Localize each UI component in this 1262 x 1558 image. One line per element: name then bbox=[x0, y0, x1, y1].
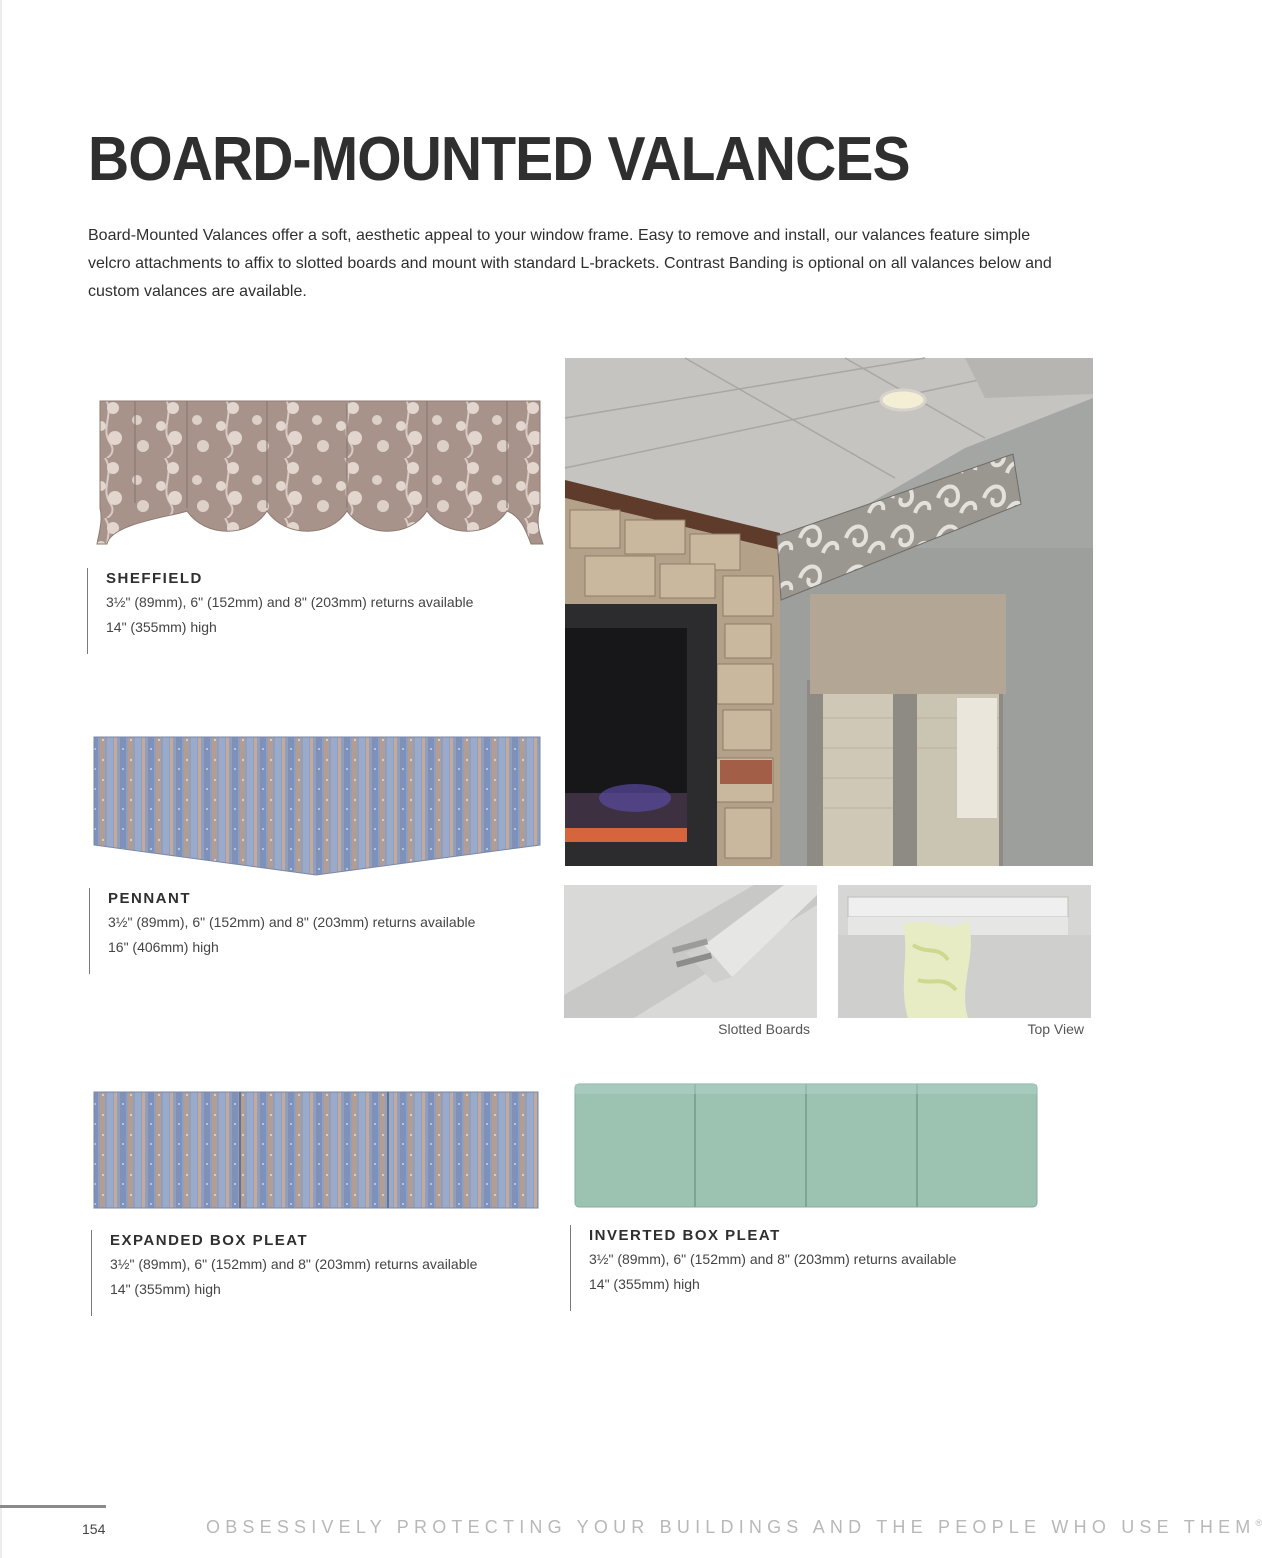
product-name: EXPANDED BOX PLEAT bbox=[110, 1232, 309, 1249]
product-name: PENNANT bbox=[108, 890, 192, 907]
page-title: BOARD-MOUNTED VALANCES bbox=[88, 125, 910, 194]
returns-text: 3½" (89mm), 6" (152mm) and 8" (203mm) returns available bbox=[108, 914, 476, 930]
pennant-spec bbox=[89, 888, 475, 974]
sheffield-valance-image bbox=[95, 398, 545, 548]
room-installation-photo bbox=[565, 358, 1093, 866]
returns-text: 3½" (89mm), 6" (152mm) and 8" (203mm) returns available bbox=[110, 1256, 478, 1272]
product-name: SHEFFIELD bbox=[106, 570, 203, 587]
product-name: INVERTED BOX PLEAT bbox=[589, 1227, 781, 1244]
sheffield-spec bbox=[87, 568, 473, 654]
footer-tagline bbox=[206, 1517, 1262, 1538]
returns-text: 3½" (89mm), 6" (152mm) and 8" (203mm) returns available bbox=[589, 1251, 957, 1267]
top-view-photo bbox=[838, 885, 1091, 1018]
intro-paragraph: Board-Mounted Valances offer a soft, aesthetic appeal to your window frame. Easy to remove and install, our valances feature simple velcro attachments to affix to slotted boards and mount with standard L-brackets. Contrast Banding is optional on all valances below and custom valances are available. bbox=[88, 227, 1052, 300]
expanded-box-pleat-image bbox=[92, 1090, 540, 1210]
page-number: 154 bbox=[82, 1521, 106, 1537]
slotted-boards-photo bbox=[564, 885, 817, 1018]
expanded-box-pleat-spec bbox=[91, 1230, 477, 1316]
pennant-valance-image bbox=[92, 735, 542, 877]
inverted-box-pleat-image bbox=[573, 1082, 1039, 1209]
height-text: 16" (406mm) high bbox=[108, 939, 219, 955]
height-text: 14" (355mm) high bbox=[110, 1281, 221, 1297]
inverted-box-pleat-spec bbox=[570, 1225, 956, 1311]
height-text: 14" (355mm) high bbox=[589, 1276, 700, 1292]
height-text: 14" (355mm) high bbox=[106, 619, 217, 635]
registered-mark: ® bbox=[1255, 1518, 1262, 1528]
top-view-caption: Top View bbox=[1027, 1021, 1084, 1037]
slotted-boards-caption: Slotted Boards bbox=[718, 1021, 810, 1037]
page-edge bbox=[0, 0, 2, 1558]
footer-rule bbox=[0, 1505, 106, 1508]
returns-text: 3½" (89mm), 6" (152mm) and 8" (203mm) returns available bbox=[106, 594, 474, 610]
tagline-text: OBSESSIVELY PROTECTING YOUR BUILDINGS AND THE PEOPLE WHO USE THEM bbox=[206, 1517, 1256, 1537]
